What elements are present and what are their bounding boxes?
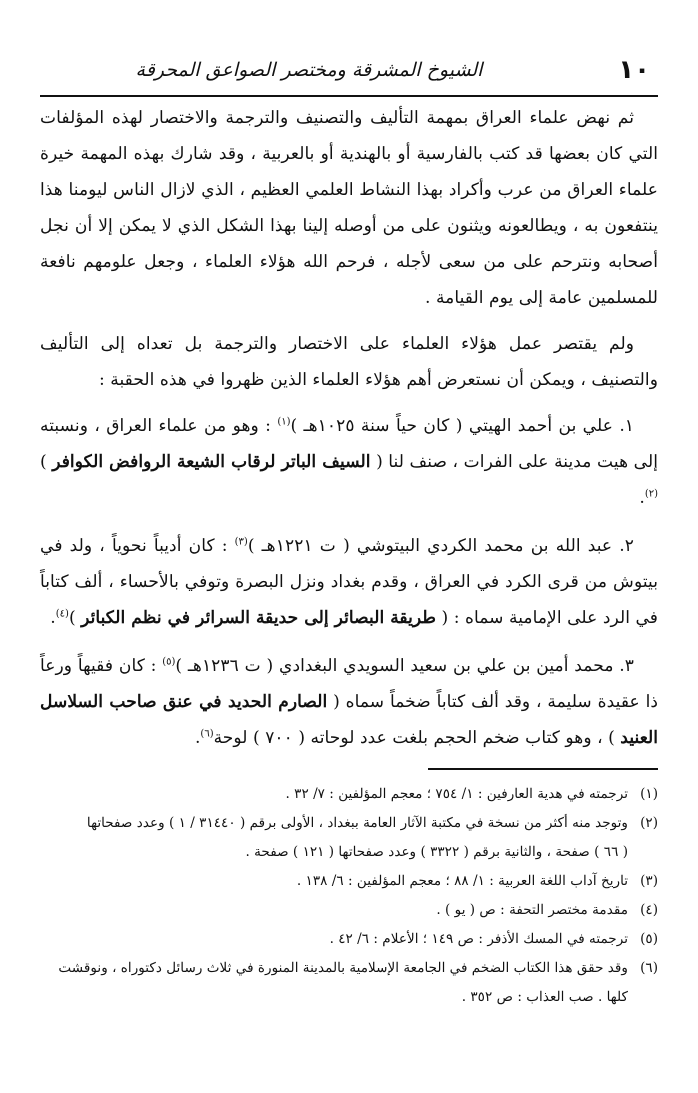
book-title: الصارم الحديد في عنق صاحب السلاسل العنيد xyxy=(40,692,658,748)
entry-description: : وهو من علماء العراق ، ونسبته إلى هيت مدينة على الفرات ، صنف لنا ( xyxy=(40,416,658,472)
footnote-ref[interactable]: (١) xyxy=(277,416,291,428)
footnote-divider xyxy=(428,768,658,770)
footnote xyxy=(40,954,658,983)
entry-number: ٣. xyxy=(619,656,634,676)
page-number: ١٠ xyxy=(618,55,650,85)
footnote-ref[interactable]: (٣) xyxy=(234,536,248,548)
book-title: السيف الباتر لرقاب الشيعة الروافض الكوافر xyxy=(52,452,371,472)
footnote-number: (١) xyxy=(640,786,658,802)
footnote-ref[interactable]: (٤) xyxy=(55,608,69,620)
footnote-continuation: كلها . صب العذاب : ص ٣٥٢ . xyxy=(461,989,628,1005)
scholar-entry xyxy=(40,648,658,756)
footnote-text: ترجمته في هدية العارفين : ١/ ٧٥٤ ؛ معجم المؤلفين : ٧/ ٣٢ . xyxy=(285,786,628,802)
footnote xyxy=(40,925,658,954)
entry-tail: ) ، وهو كتاب ضخم الحجم بلغت عدد لوحاته ( ٧٠٠ ) لوحة xyxy=(213,728,621,748)
entry-end: . xyxy=(639,488,645,508)
running-book-title: الشيوخ المشرقة ومختصر الصواعق المحرقة xyxy=(135,59,483,81)
entry-tail: ) xyxy=(40,452,53,472)
footnote xyxy=(40,780,658,809)
entry-name: عبد الله بن محمد الكردي البيتوشي ( ت ١٢٢١هـ ) xyxy=(247,536,613,556)
footnote-ref[interactable]: (٢) xyxy=(644,488,658,500)
entry-end: . xyxy=(50,608,56,628)
page-header xyxy=(40,55,658,97)
entry-number: ٢. xyxy=(619,536,634,556)
entry-description: : كان فقيهاً ورعاً ذا عقيدة سليمة ، وقد ألف كتاباً ضخماً سماه ( xyxy=(40,656,658,712)
footnote-text: وقد حقق هذا الكتاب الضخم في الجامعة الإسلامية بالمدينة المنورة في ثلاث رسائل دكتوراه ، ونوقشت xyxy=(58,960,628,976)
footnote xyxy=(40,809,658,838)
entry-end: . xyxy=(194,728,201,748)
footnote-number: (٢) xyxy=(640,815,658,831)
scholar-entry xyxy=(40,528,658,636)
entry-tail: ) xyxy=(68,608,82,628)
footnote-number: (٦) xyxy=(640,960,658,976)
footnote xyxy=(40,896,658,925)
footnote xyxy=(40,867,658,896)
footnotes-section xyxy=(40,780,658,1012)
footnote-number: (٥) xyxy=(640,931,658,947)
footnote-number: (٤) xyxy=(640,902,658,918)
book-title: طريقة البصائر إلى حديقة السرائر في نظم الكبائر xyxy=(81,608,437,628)
entry-description: : كان أديباً نحوياً ، ولد في بيتوش من قرى الكرد في العراق ، وقدم بغداد ونزل البصرة وتوفي بالأحساء ، ألف كتاباً في الرد على الإمامية سماه : ( xyxy=(40,536,658,628)
entry-name: علي بن أحمد الهيتي ( كان حياً سنة ١٠٢٥هـ ) xyxy=(290,416,613,436)
footnote-text: ترجمته في المسك الأذفر : ص ١٤٩ ؛ الأعلام : ٦/ ٤٢ . xyxy=(329,931,628,947)
footnote-text: مقدمة مختصر التحفة : ص ( يو ) . xyxy=(436,902,628,918)
entry-number: ١. xyxy=(619,416,635,436)
intro-paragraph: ثم نهض علماء العراق بمهمة التأليف والتصنيف والترجمة والاختصار لهذه المؤلفات التي كان بعضها قد كتب بالفارسية أو بالهندية أو بالعربية ، وقد شارك بهذه المهمة خيرة علماء العراق من عرب وأكراد بهذا النشاط العلمي العظيم ، الذي لازال الناس ليومنا هذا ينتفعون به ، ويطالعونه ويثنون على من أوصله إلينا بهذا الشكل الذي لا يمكن إلا أن نجل أصحابه ونترحم على من سعى لأجله ، فرحم الله هؤلاء العلماء ، وجعل علومهم نافعة للمسلمين عامة إلى يوم القيامة . xyxy=(40,108,658,308)
main-text xyxy=(40,100,658,768)
footnote-ref[interactable]: (٥) xyxy=(162,656,176,668)
entry-name: محمد أمين بن علي بن سعيد السويدي البغدادي ( ت ١٢٣٦هـ ) xyxy=(175,656,614,676)
footnote-continuation: ( ٦٦ ) صفحة ، والثانية برقم ( ٣٣٢٢ ) وعدد صفحاتها ( ١٢١ ) صفحة . xyxy=(245,844,628,860)
second-paragraph: ولم يقتصر عمل هؤلاء العلماء على الاختصار والترجمة بل تعداه إلى التأليف والتصنيف ، ويمكن أن نستعرض أهم هؤلاء العلماء الذين ظهروا في هذه الحقبة : xyxy=(40,334,658,390)
footnote-number: (٣) xyxy=(640,873,658,889)
footnote-text: تاريخ آداب اللغة العربية : ١/ ٨٨ ؛ معجم المؤلفين : ٦/ ١٣٨ . xyxy=(296,873,628,889)
scholar-entry xyxy=(40,408,658,516)
footnote-text: وتوجد منه أكثر من نسخة في مكتبة الآثار العامة ببغداد ، الأولى برقم ( ٣١٤٤٠ / ١ ) وعدد صفحاتها xyxy=(86,815,628,831)
footnote-ref[interactable]: (٦) xyxy=(200,728,214,740)
